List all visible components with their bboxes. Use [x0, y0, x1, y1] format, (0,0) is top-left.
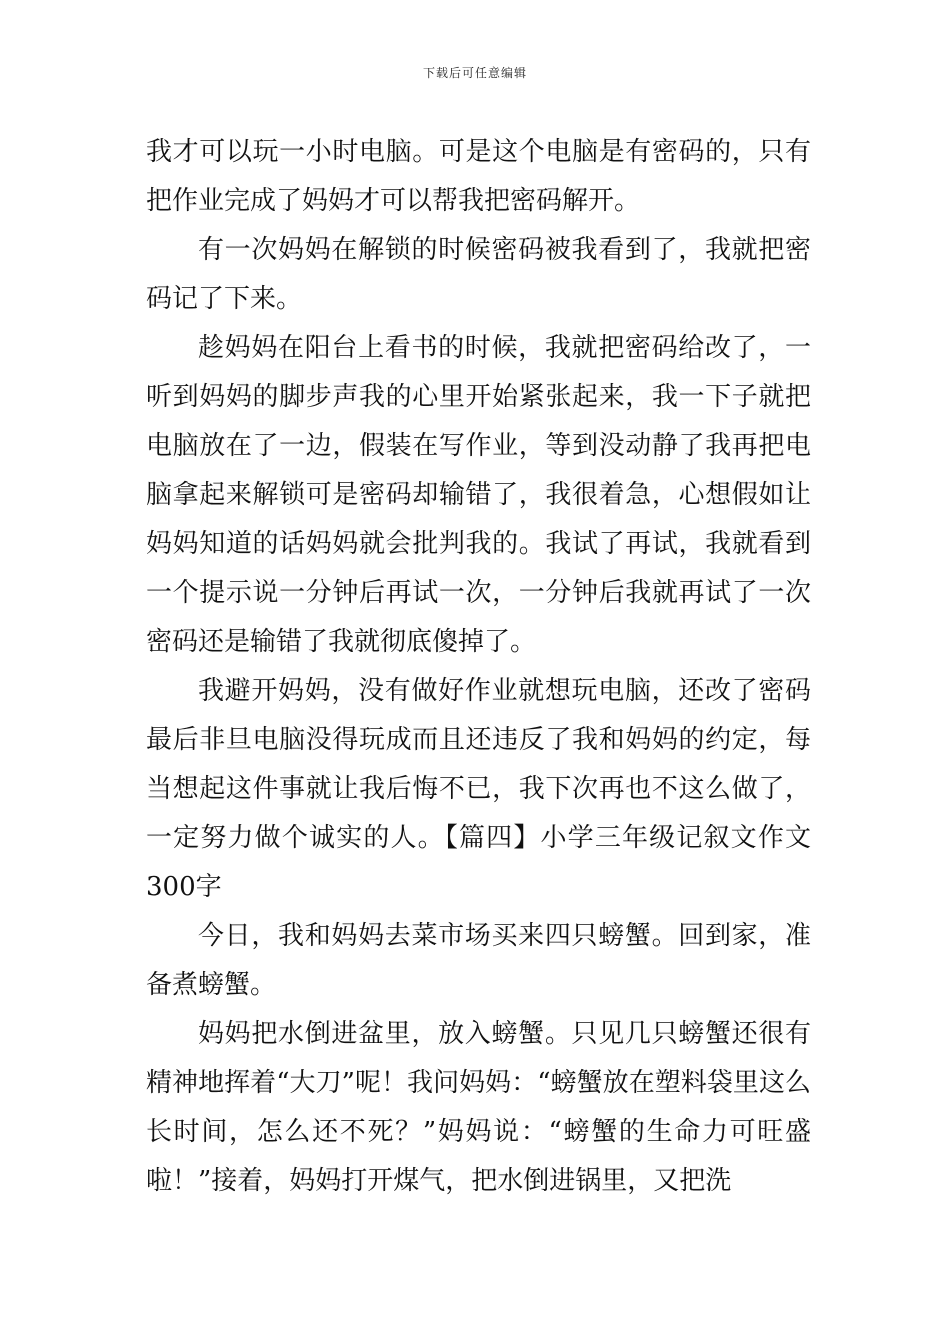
document-body — [146, 128, 811, 1206]
paragraph-2: 有一次妈妈在解锁的时候密码被我看到了，我就把密码记了下来。 — [146, 235, 811, 314]
paragraph-5: 今日，我和妈妈去菜市场买来四只螃蟹。回到家，准备煮螃蟹。 — [146, 921, 811, 1000]
paragraph-1: 我才可以玩一小时电脑。可是这个电脑是有密码的，只有把作业完成了妈妈才可以帮我把密码解开。 — [146, 137, 811, 216]
paragraph-6: 妈妈把水倒进盆里，放入螃蟹。只见几只螃蟹还很有精神地挥着“大刀”呢！我问妈妈：“螃蟹放在塑料袋里这么长时间，怎么还不死？”妈妈说：“螃蟹的生命力可旺盛啦！”接着，妈妈打开煤气，把水倒进锅里，又把洗 — [146, 1019, 811, 1196]
page-header: 下载后可任意编辑 — [422, 66, 527, 80]
paragraph-4: 我避开妈妈，没有做好作业就想玩电脑，还改了密码最后非旦电脑没得玩成而且还违反了我和妈妈的约定，每当想起这件事就让我后悔不已，我下次再也不这么做了，一定努力做个诚实的人。【篇四】小学三年级记叙文作文300字 — [146, 676, 811, 902]
paragraph-3: 趁妈妈在阳台上看书的时候，我就把密码给改了，一听到妈妈的脚步声我的心里开始紧张起来，我一下子就把电脑放在了一边，假装在写作业，等到没动静了我再把电脑拿起来解锁可是密码却输错了，我很着急，心想假如让妈妈知道的话妈妈就会批判我的。我试了再试，我就看到一个提示说一分钟后再试一次，一分钟后我就再试了一次密码还是输错了我就彻底傻掉了。 — [146, 333, 811, 657]
